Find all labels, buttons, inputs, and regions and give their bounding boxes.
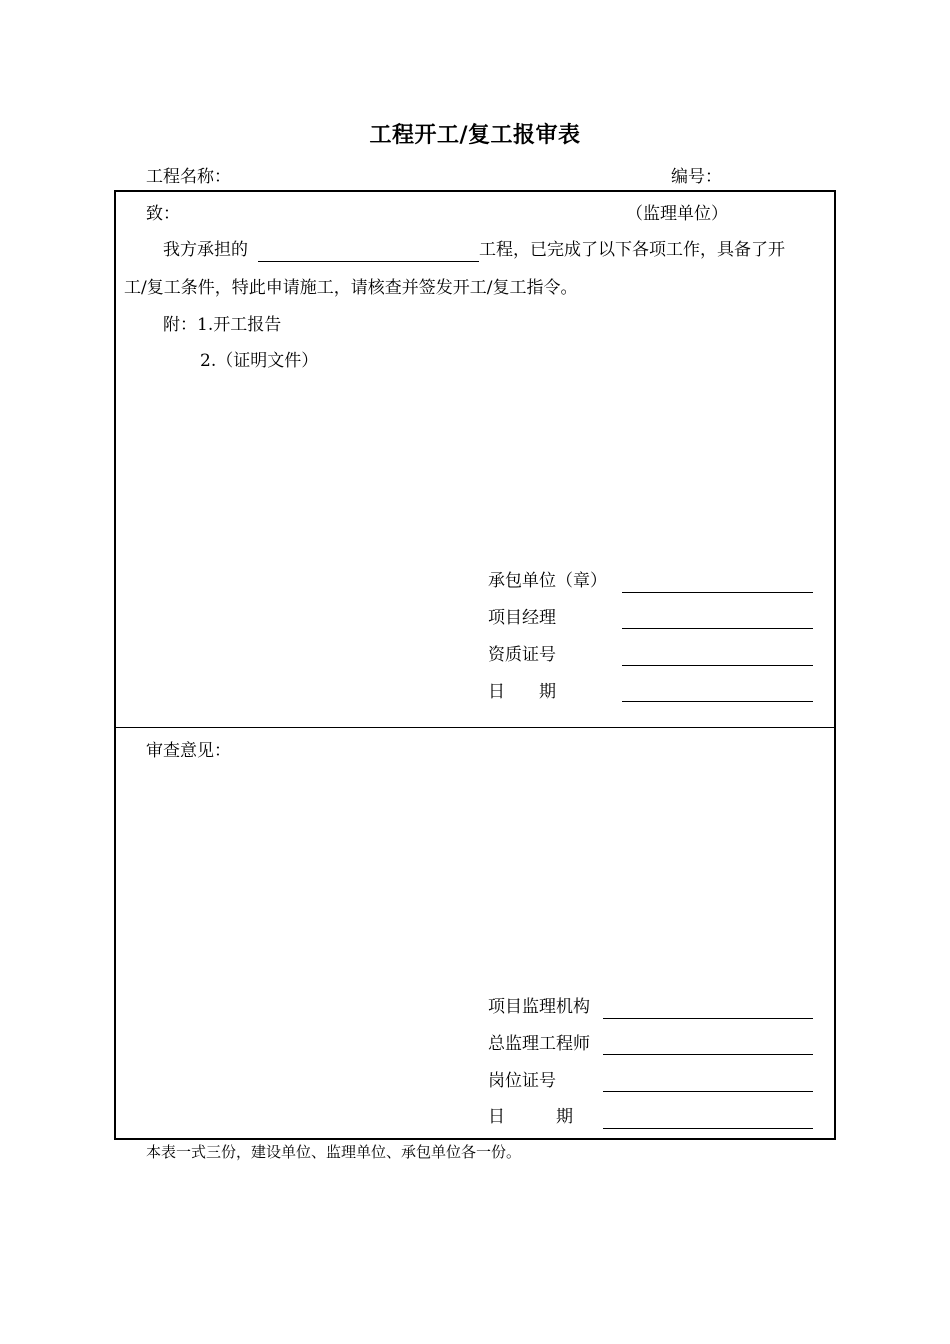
- project-manager-label: 项目经理: [488, 608, 556, 628]
- attachment-item-1: 附：1.开工报告: [163, 315, 282, 335]
- supervision-org-label: 项目监理机构: [488, 997, 590, 1017]
- project-manager-line[interactable]: [622, 628, 813, 629]
- project-name-label: 工程名称：: [146, 167, 231, 187]
- footer-note: 本表一式三份，建设单位、监理单位、承包单位各一份。: [146, 1143, 522, 1161]
- application-date-label: 日 期: [488, 682, 556, 702]
- page-title: 工程开工/复工报审表: [369, 123, 581, 148]
- supervisor-unit-label: （监理单位）: [626, 204, 728, 224]
- body-line2: 工/复工条件，特此申请施工，请核查并签发开工/复工指令。: [124, 278, 578, 298]
- chief-engineer-label: 总监理工程师: [488, 1034, 590, 1054]
- post-cert-no-line[interactable]: [603, 1091, 813, 1092]
- supervision-org-line[interactable]: [603, 1018, 813, 1019]
- body-line1-suffix: 工程，已完成了以下各项工作，具备了开: [479, 240, 785, 260]
- qualification-no-label: 资质证号: [488, 645, 556, 665]
- attachment-item-2: 2.（证明文件）: [200, 351, 319, 371]
- number-label: 编号：: [671, 167, 722, 187]
- application-date-line[interactable]: [622, 701, 813, 702]
- section-divider: [116, 727, 834, 728]
- project-blank-line[interactable]: [258, 261, 479, 262]
- contractor-seal-label: 承包单位（章）: [488, 571, 607, 591]
- body-line1-prefix: 我方承担的: [163, 240, 248, 260]
- contractor-seal-line[interactable]: [622, 592, 813, 593]
- review-date-line[interactable]: [603, 1128, 813, 1129]
- post-cert-no-label: 岗位证号: [488, 1071, 556, 1091]
- review-date-label: 日 期: [488, 1107, 573, 1127]
- to-label: 致：: [146, 204, 180, 224]
- qualification-no-line[interactable]: [622, 665, 813, 666]
- chief-engineer-line[interactable]: [603, 1054, 813, 1055]
- review-opinion-label: 审查意见：: [146, 741, 231, 761]
